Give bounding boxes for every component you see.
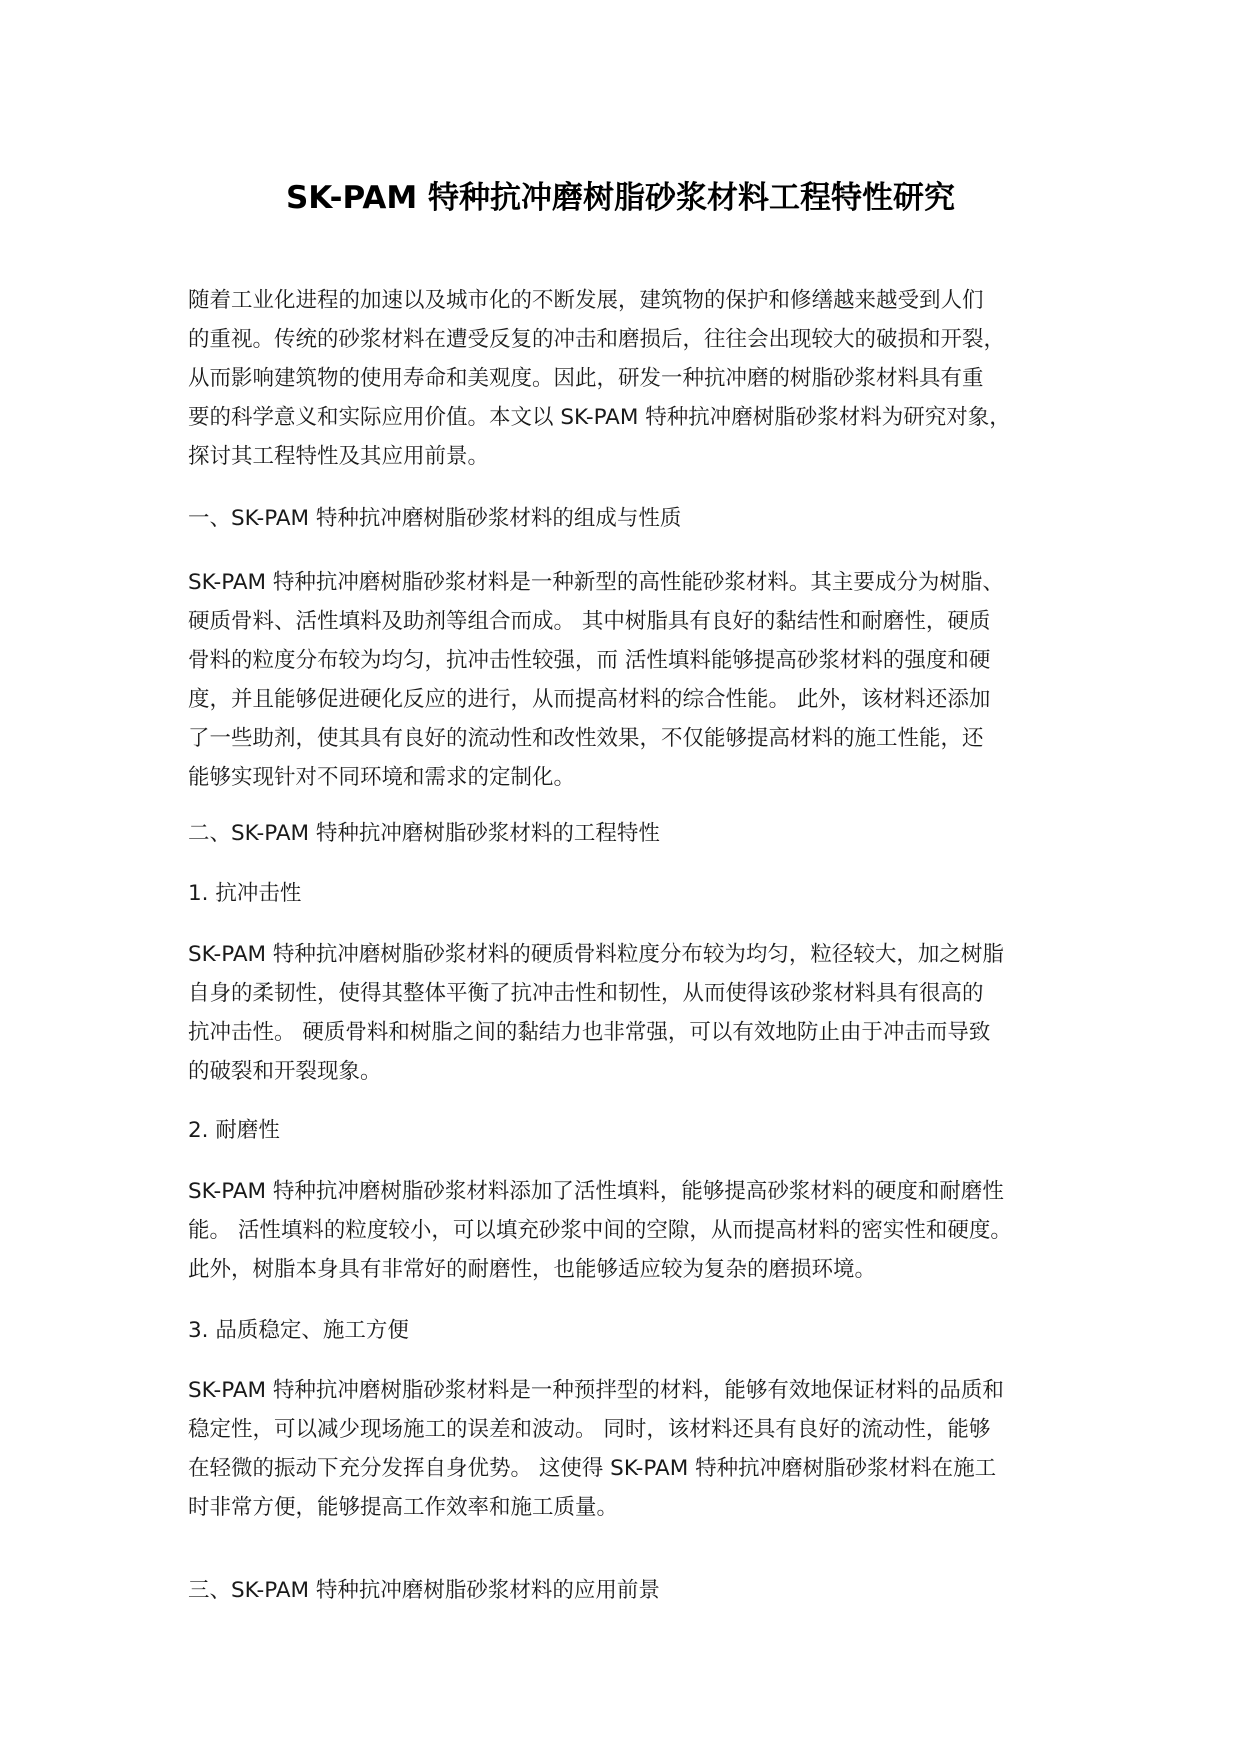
text-line: 能。 活性填料的粒度较小，可以填充砂浆中间的空隙，从而提高材料的密实性和硬度。	[188, 1218, 1012, 1243]
text-line: 硬质骨料、活性填料及助剂等组合而成。 其中树脂具有良好的黏结性和耐磨性，硬质	[188, 609, 991, 634]
text-line: SK-PAM 特种抗冲磨树脂砂浆材料的硬质骨料粒度分布较为均匀，粒径较大，加之树脂	[188, 942, 1004, 967]
text-line: 抗冲击性。 硬质骨料和树脂之间的黏结力也非常强，可以有效地防止由于冲击而导致	[188, 1020, 991, 1045]
text-line: 的破裂和开裂现象。	[188, 1059, 382, 1084]
intro-paragraph	[188, 281, 1068, 476]
section1-paragraph	[188, 563, 1068, 797]
impact-paragraph	[188, 935, 1068, 1091]
subsection-heading-wear: 2. 耐磨性	[188, 1118, 280, 1143]
subsection-heading-quality: 3. 品质稳定、施工方便	[188, 1318, 409, 1343]
text-line: 稳定性，可以减少现场施工的误差和波动。 同时，该材料还具有良好的流动性，能够	[188, 1417, 991, 1442]
text-line: 度，并且能够促进硬化反应的进行，从而提高材料的综合性能。 此外，该材料还添加	[188, 687, 991, 712]
text-line: 随着工业化进程的加速以及城市化的不断发展，建筑物的保护和修缮越来越受到人们	[188, 288, 984, 313]
text-line: 此外，树脂本身具有非常好的耐磨性，也能够适应较为复杂的磨损环境。	[188, 1257, 877, 1282]
text-line: 探讨其工程特性及其应用前景。	[188, 444, 490, 469]
text-line: SK-PAM 特种抗冲磨树脂砂浆材料是一种预拌型的材料，能够有效地保证材料的品质和	[188, 1378, 1004, 1403]
text-line: SK-PAM 特种抗冲磨树脂砂浆材料添加了活性填料，能够提高砂浆材料的硬度和耐磨性	[188, 1179, 1004, 1204]
subsection-heading-impact: 1. 抗冲击性	[188, 881, 302, 906]
text-line: 从而影响建筑物的使用寿命和美观度。因此，研发一种抗冲磨的树脂砂浆材料具有重	[188, 366, 984, 391]
text-line: 的重视。传统的砂浆材料在遭受反复的冲击和磨损后，往往会出现较大的破损和开裂，	[188, 327, 1006, 352]
text-line: 在轻微的振动下充分发挥自身优势。 这使得 SK-PAM 特种抗冲磨树脂砂浆材料在施工	[188, 1456, 997, 1481]
section-heading-2: 二、SK-PAM 特种抗冲磨树脂砂浆材料的工程特性	[188, 821, 660, 846]
quality-paragraph	[188, 1371, 1068, 1527]
text-line: 骨料的粒度分布较为均匀，抗冲击性较强，而 活性填料能够提高砂浆材料的强度和硬	[188, 648, 991, 673]
text-line: 自身的柔韧性，使得其整体平衡了抗冲击性和韧性，从而使得该砂浆材料具有很高的	[188, 981, 984, 1006]
wear-paragraph	[188, 1172, 1068, 1289]
text-line: 时非常方便，能够提高工作效率和施工质量。	[188, 1495, 619, 1520]
text-line: 要的科学意义和实际应用价值。本文以 SK-PAM 特种抗冲磨树脂砂浆材料为研究对象，	[188, 405, 1011, 430]
section-heading-1: 一、SK-PAM 特种抗冲磨树脂砂浆材料的组成与性质	[188, 506, 682, 531]
section-heading-3: 三、SK-PAM 特种抗冲磨树脂砂浆材料的应用前景	[188, 1578, 660, 1603]
text-line: SK-PAM 特种抗冲磨树脂砂浆材料是一种新型的高性能砂浆材料。其主要成分为树脂、	[188, 570, 1004, 595]
text-line: 了一些助剂，使其具有良好的流动性和改性效果，不仅能够提高材料的施工性能，还	[188, 726, 984, 751]
text-line: 能够实现针对不同环境和需求的定制化。	[188, 765, 576, 790]
document-title: SK-PAM 特种抗冲磨树脂砂浆材料工程特性研究	[285, 180, 956, 216]
